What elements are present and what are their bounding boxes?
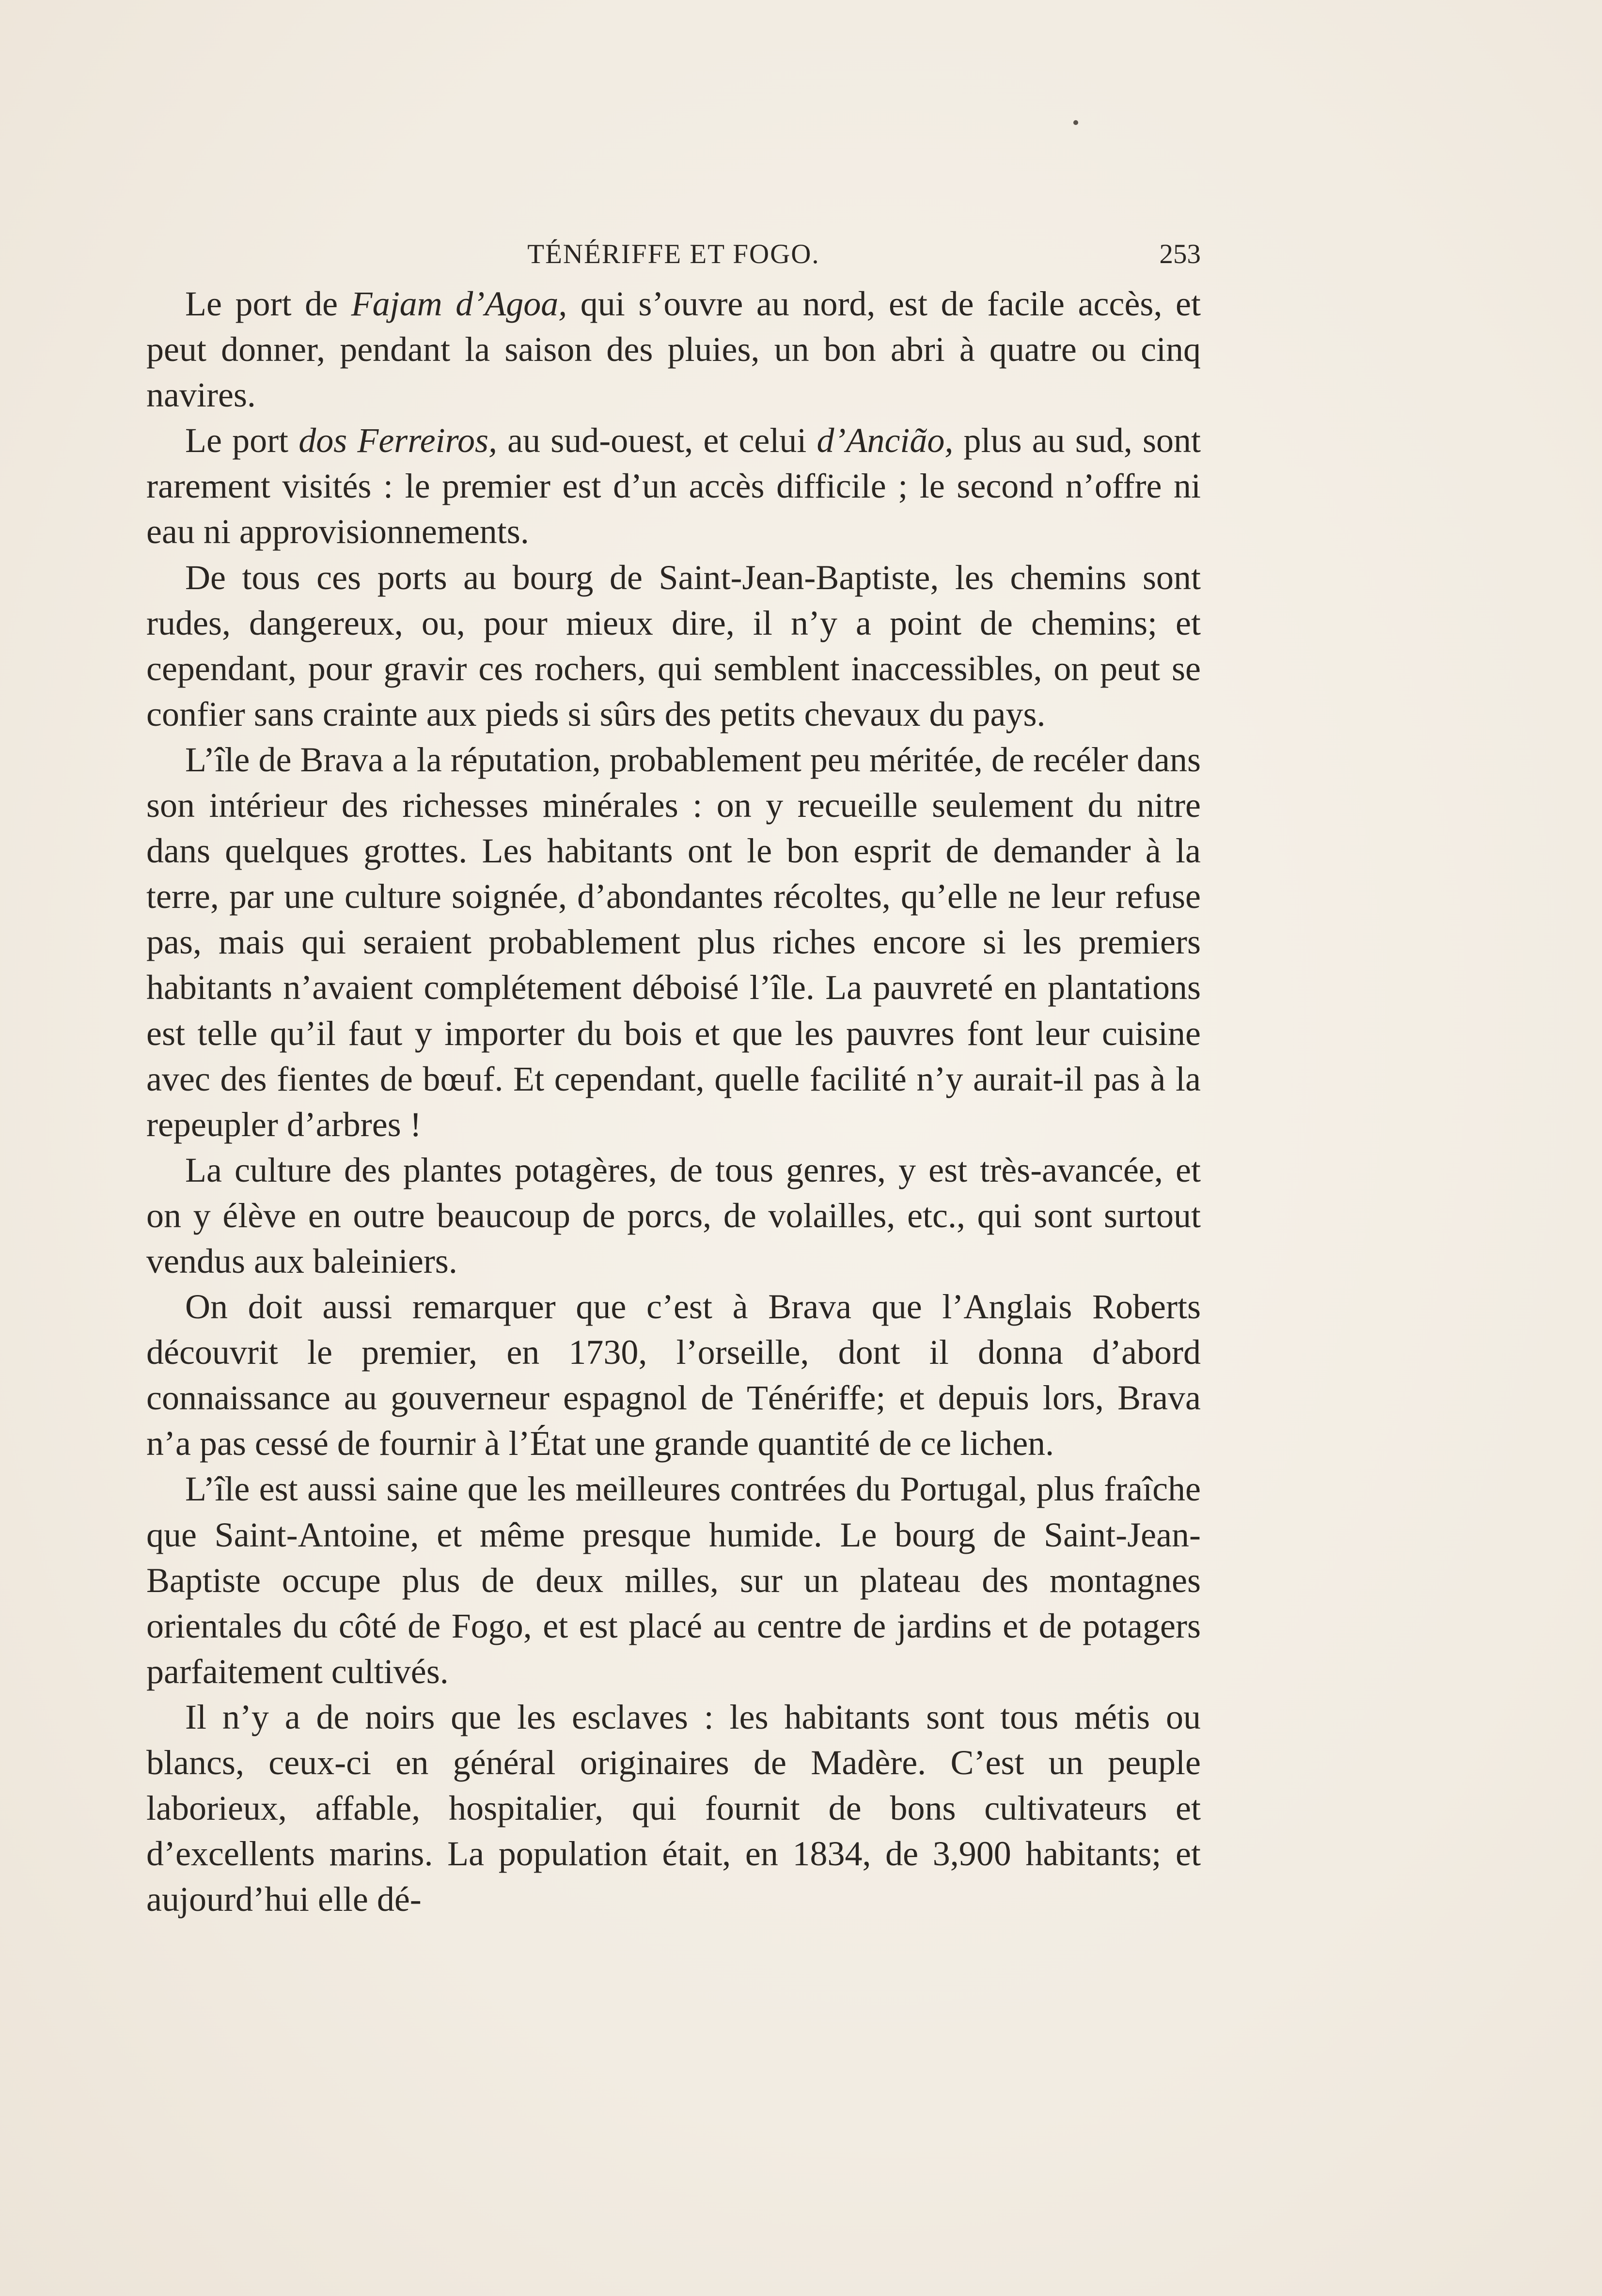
- paragraph-text: au sud-ouest, et celui: [497, 421, 817, 460]
- paragraph-text: plus au sud, sont rarement visités : le premier est d’un accès difficile ; le second n’offre ni eau ni approvisionnements.: [146, 421, 1201, 551]
- paragraph-text: La culture des plantes potagères, de tous genres, y est très-avancée, et on y élève en outre beaucoup de porcs, de volailles, etc., qui sont surtout vendus aux baleiniers.: [146, 1150, 1201, 1281]
- paragraph-text: Le port de: [185, 284, 351, 323]
- page-number: 253: [1159, 239, 1201, 269]
- paragraph: [146, 281, 1201, 418]
- paragraph-text: Il n’y a de noirs que les esclaves : les habitants sont tous métis ou blancs, ceux-ci en général originaires de Madère. C’est un peuple laborieux, affable, hospitalier, qui fournit de bons cultivateurs et d’excellents marins. La population était, en 1834, de 3,900 habitants; et aujourd’hui elle dé-: [146, 1697, 1201, 1919]
- paragraph: [146, 1466, 1201, 1694]
- running-title: TÉNÉRIFFE ET FOGO.: [527, 239, 820, 269]
- italic-text: dos Ferreiros,: [298, 421, 497, 460]
- paragraph-text: qui s’ouvre au nord, est de facile accès, et peut donner, pendant la saison des pluies, un bon abri à quatre ou cinq navires.: [146, 284, 1201, 415]
- paragraph: [146, 1284, 1201, 1466]
- paragraph-text: Le port: [185, 421, 299, 460]
- paragraph: [146, 418, 1201, 554]
- italic-text: Fajam d’Agoa,: [351, 284, 567, 323]
- body-text: [146, 281, 1201, 1922]
- paragraph: [146, 1694, 1201, 1922]
- paragraph-text: L’île de Brava a la réputation, probablement peu méritée, de recéler dans son intérieur des richesses minérales : on y recueille seulement du nitre dans quelques grottes. Les habitants ont le bon esprit de demander à la terre, par une culture soignée, d’abondantes récoltes, qu’elle ne leur refuse pas, mais qui seraient probablement plus riches encore si les premiers habitants n’avaient complétement déboisé l’île. La pauvreté en plantations est telle qu’il faut y importer du bois et que les pauvres font leur cuisine avec des fientes de bœuf. Et cependant, quelle facilité n’y aurait-il pas à la repeupler d’arbres !: [146, 740, 1201, 1144]
- paragraph: [146, 1147, 1201, 1284]
- paragraph: [146, 555, 1201, 737]
- paragraph-text: De tous ces ports au bourg de Saint-Jean-Baptiste, les chemins sont rudes, dangereux, ou, pour mieux dire, il n’y a point de chemins; et cependant, pour gravir ces rochers, qui semblent inaccessibles, on peut se confier sans crainte aux pieds si sûrs des petits chevaux du pays.: [146, 558, 1201, 734]
- paragraph-text: L’île est aussi saine que les meilleures contrées du Portugal, plus fraîche que Saint-Antoine, et même presque humide. Le bourg de Saint-Jean-Baptiste occupe plus de deux milles, sur un plateau des montagnes orientales du côté de Fogo, et est placé au centre de jardins et de potagers parfaitement cultivés.: [146, 1469, 1201, 1691]
- ink-speck: [1073, 120, 1078, 125]
- paragraph: [146, 737, 1201, 1147]
- italic-text: d’Ancião,: [817, 421, 954, 460]
- paragraph-text: On doit aussi remarquer que c’est à Brava que l’Anglais Roberts découvrit le premier, en 1730, l’orseille, dont il donna d’abord connaissance au gouverneur espagnol de Ténériffe; et depuis lors, Brava n’a pas cessé de fournir à l’État une grande quantité de ce lichen.: [146, 1287, 1201, 1463]
- page-header: [146, 235, 1201, 274]
